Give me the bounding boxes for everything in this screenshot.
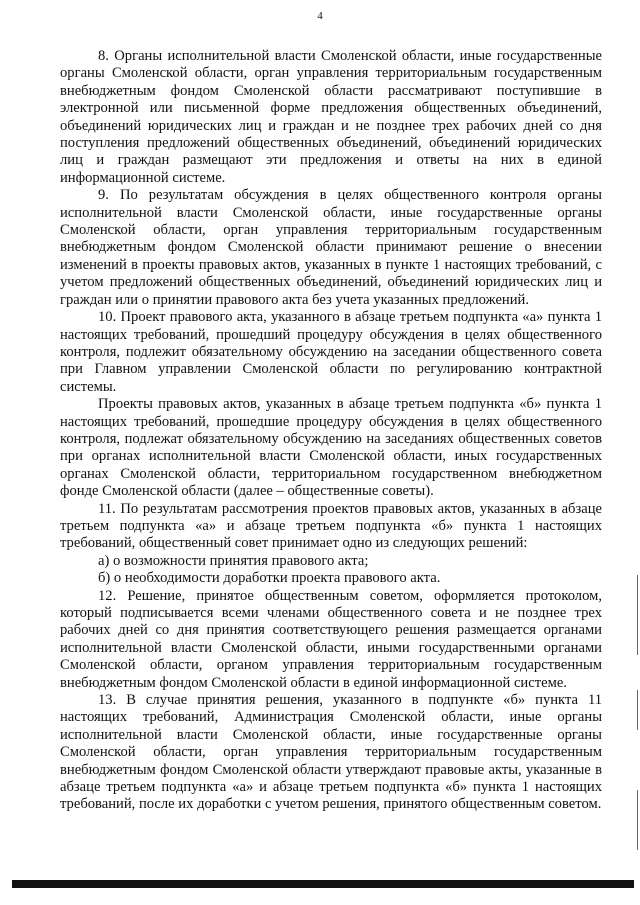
- document-body: [60, 48, 602, 814]
- paragraph-13: 13. В случае принятия решения, указанного в подпункте «б» пункта 11 настоящих требований, Администрация Смоленской области, иные органы исполнительной власти Смоленской области, иные государственные органы Смоленской области, орган управления территориальным государственным внебюджетным фондом Смоленской области утверждают правовые акты, указанные в абзаце третьем подпункта «а» и абзаце третьем подпункта «б» пункта 1 настоящих требований, после их доработки с учетом решения, принятого общественным советом.: [60, 692, 602, 813]
- paragraph-11: 11. По результатам рассмотрения проектов правовых актов, указанных в абзаце третьем подпункта «а» и абзаце третьем подпункта «б» пункта 1 настоящих требований, общественный совет принимает одно из следующих решений:: [60, 500, 602, 552]
- paragraph-9: 9. По результатам обсуждения в целях общественного контроля органы исполнительной власти Смоленской области, иные государственные органы Смоленской области, орган управления территориальным государственным внебюджетным фондом Смоленской области принимают решение о внесении изменений в проекты правовых актов, указанных в пункте 1 настоящих требований, с учетом предложений общественных объединений, объединений юридических лиц и граждан или о принятии правового акта без учета указанных предложений.: [60, 187, 602, 308]
- list-item-a: а) о возможности принятия правового акта;: [98, 552, 369, 569]
- scan-margin-mark: [637, 575, 638, 655]
- list-item-b: б) о необходимости доработки проекта правового акта.: [98, 570, 441, 587]
- scan-margin-mark: [637, 690, 638, 730]
- scan-bottom-edge: [12, 880, 634, 888]
- paragraph-12: 12. Решение, принятое общественным советом, оформляется протоколом, который подписывается всеми членами общественного совета и не позднее трех рабочих дней со дня принятия соответствующего решения размещается органами исполнительной власти Смоленской области, иными государственными органами Смоленской области, органом управления территориальным государственным внебюджетным фондом Смоленской области в единой информационной системе.: [60, 587, 602, 691]
- paragraph-8: 8. Органы исполнительной власти Смоленской области, иные государственные органы Смоленской области, орган управления территориальным государственным внебюджетным фондом Смоленской области рассматривают поступившие в электронной или письменной форме предложения общественных объединений, объединений юридических лиц и граждан и не позднее трех рабочих дней со дня поступления предложений общественных объединений, объединений юридических лиц и граждан размещают эти предложения и ответы на них в единой информационной системе.: [60, 48, 602, 186]
- paragraph-10: 10. Проект правового акта, указанного в абзаце третьем подпункта «а» пункта 1 настоящих требований, прошедший процедуру обсуждения в целях общественного контроля, подлежит обязательному обсуждению на заседании общественного совета при Главном управлении Смоленской области по регулированию контрактной системы.: [60, 309, 602, 395]
- scan-margin-mark: [637, 790, 638, 850]
- paragraph-10-second: Проекты правовых актов, указанных в абзаце третьем подпункта «б» пункта 1 настоящих требований, прошедшие процедуру обсуждения в целях общественного контроля, подлежат обязательному обсуждению на заседаниях общественных советов при органах исполнительной власти Смоленской области, иных государственных органах Смоленской области, территориальном государственном внебюджетном фонде Смоленской области (далее – общественные советы).: [60, 396, 602, 500]
- page-number: 4: [317, 10, 323, 22]
